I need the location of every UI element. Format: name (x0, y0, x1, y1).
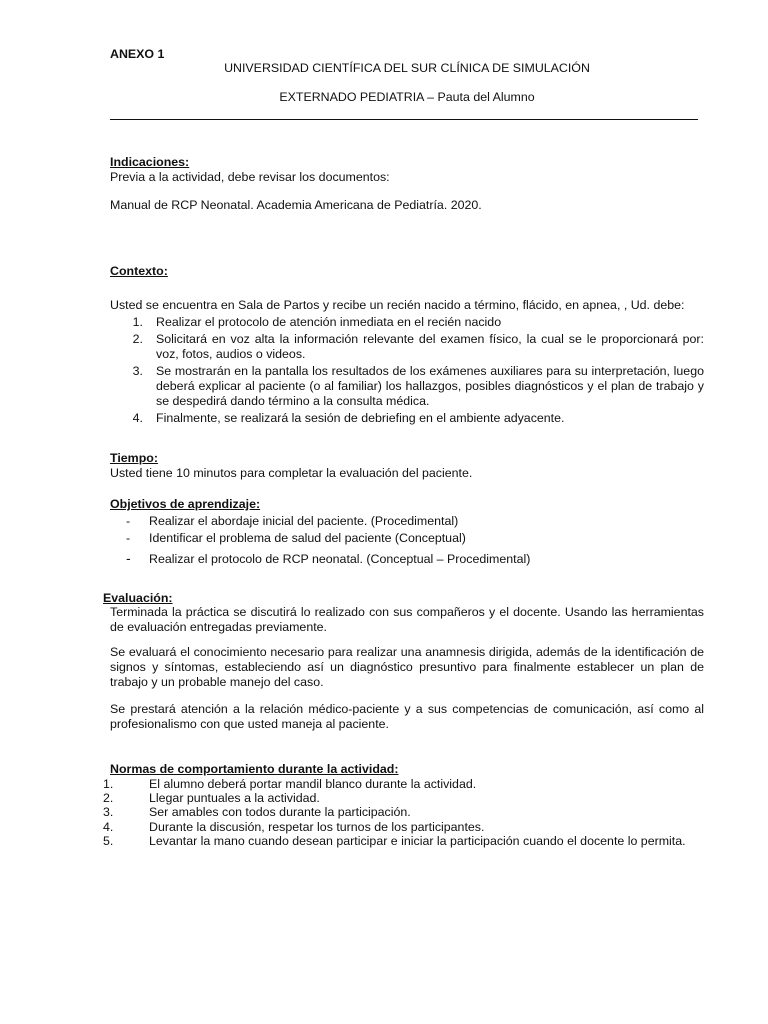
evaluacion-heading: Evaluación: (103, 591, 173, 605)
list-item: Ser amables con todos durante la participación. (149, 805, 411, 819)
list-item: Realizar el protocolo de atención inmediata en el recién nacido (156, 315, 502, 329)
contexto-heading: Contexto: (110, 264, 168, 278)
indicaciones-line1: Previa a la actividad, debe revisar los documentos: (110, 170, 390, 184)
list-item: Llegar puntuales a la actividad. (149, 791, 320, 805)
list-number: 4. (132, 411, 143, 425)
university-title: UNIVERSIDAD CIENTÍFICA DEL SUR CLÍNICA DE SIMULACIÓN (224, 61, 590, 75)
indicaciones-heading: Indicaciones: (110, 155, 190, 169)
list-number: 5. (103, 834, 114, 848)
normas-heading: Normas de comportamiento durante la actividad: (110, 762, 399, 776)
list-item: Se mostrarán en la pantalla los resultados de los exámenes auxiliares para su interpretación, luego deberá explicar al paciente (o al familiar) los hallazgos, posibles diagnósticos y el plan de trabajo y se despedirá dando término a la consulta médica. (156, 364, 704, 408)
list-item: Realizar el protocolo de RCP neonatal. (Conceptual – Procedimental) (149, 552, 531, 566)
course-title: EXTERNADO PEDIATRIA – Pauta del Alumno (279, 90, 535, 104)
list-number: 3. (132, 364, 143, 378)
contexto-intro: Usted se encuentra en Sala de Partos y recibe un recién nacido a término, flácido, en apnea, , Ud. debe: (110, 298, 685, 312)
list-item: El alumno deberá portar mandil blanco durante la actividad. (149, 777, 477, 791)
list-bullet: - (126, 514, 131, 528)
evaluacion-paragraph-3: Se prestará atención a la relación médico-paciente y a sus competencias de comunicación, así como al profesionalismo con que usted maneja al paciente. (110, 702, 704, 731)
indicaciones-reference: Manual de RCP Neonatal. Academia Americana de Pediatría. 2020. (110, 198, 482, 212)
list-item: Realizar el abordaje inicial del paciente. (Procedimental) (149, 514, 459, 528)
tiempo-text: Usted tiene 10 minutos para completar la evaluación del paciente. (110, 466, 473, 480)
list-number: 2. (103, 791, 114, 805)
list-number: 3. (103, 805, 114, 819)
list-item: Durante la discusión, respetar los turnos de los participantes. (149, 820, 485, 834)
list-number: 2. (132, 332, 143, 346)
list-item: Levantar la mano cuando desean participar e iniciar la participación cuando el docente lo permita. (149, 834, 686, 848)
list-bullet: - (126, 550, 131, 566)
list-item: Solicitará en voz alta la información relevante del examen físico, la cual se le proporcionará por: voz, fotos, audios o videos. (156, 332, 704, 361)
list-item: Finalmente, se realizará la sesión de debriefing en el ambiente adyacente. (156, 411, 565, 425)
list-number: 1. (103, 777, 114, 791)
evaluacion-paragraph-1: Terminada la práctica se discutirá lo realizado con sus compañeros y el docente. Usando las herramientas de evaluación entregadas previamente. (110, 605, 704, 634)
objetivos-heading: Objetivos de aprendizaje: (110, 497, 261, 511)
annex-label: ANEXO 1 (110, 47, 165, 61)
list-bullet: - (126, 531, 131, 545)
list-number: 4. (103, 820, 114, 834)
evaluacion-paragraph-2: Se evaluará el conocimiento necesario para realizar una anamnesis dirigida, además de la identificación de signos y síntomas, estableciendo así un diagnóstico presuntivo para finalmente establecer un plan de trabajo y un probable manejo del caso. (110, 645, 704, 689)
list-number: 1. (132, 315, 143, 329)
header-divider (110, 119, 698, 120)
tiempo-heading: Tiempo: (110, 451, 158, 465)
list-item: Identificar el problema de salud del paciente (Conceptual) (149, 531, 466, 545)
